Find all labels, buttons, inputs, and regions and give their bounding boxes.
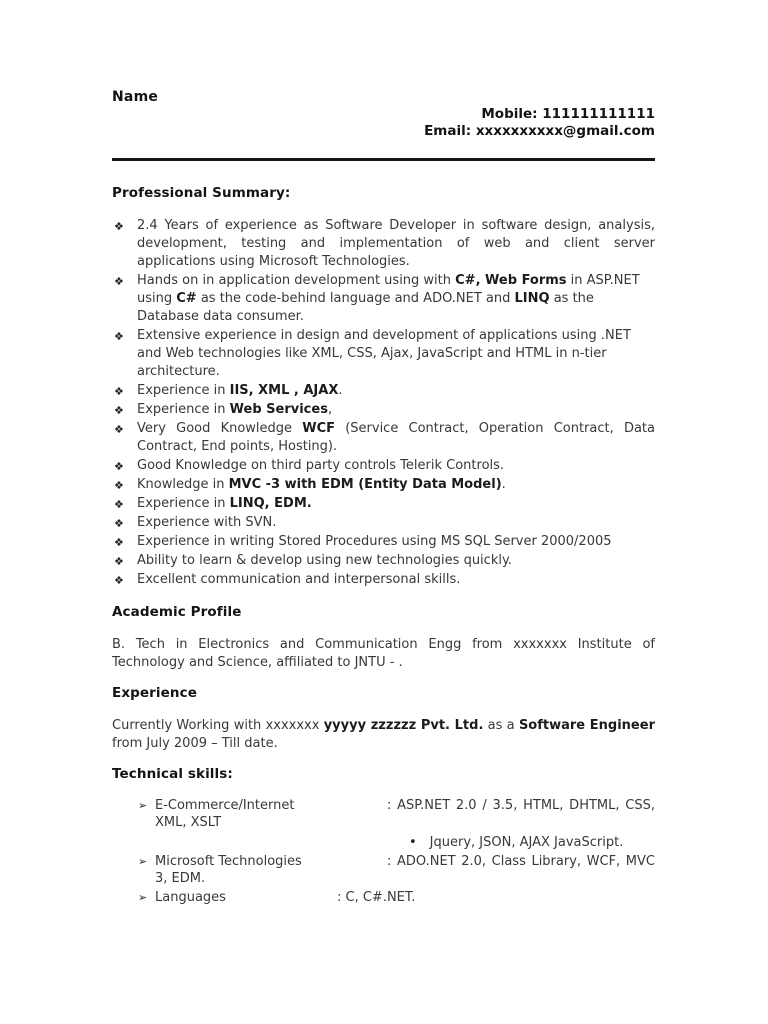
text-run: Extensive experience in design and development of applications using .NET and Web technologies like XML, CSS, Ajax, JavaScript and HTML in n-tier architecture. — [137, 328, 631, 379]
skill-category-label: Microsoft Technologies — [155, 854, 302, 869]
skill-sub-bullet-row — [112, 834, 655, 851]
mobile-label: Mobile: — [481, 106, 538, 122]
summary-item — [112, 327, 655, 381]
skill-row — [112, 889, 655, 906]
text-run: Hands on in application development using with — [137, 273, 456, 288]
text-run: . — [338, 383, 343, 398]
text-run: Experience in writing Stored Procedures using MS SQL Server 2000/2005 — [137, 534, 612, 549]
text-run: as the code-behind language and ADO.NET and — [196, 291, 515, 306]
summary-item-text — [137, 477, 506, 492]
diamond-bullet-icon: ❖ — [114, 555, 124, 568]
summary-item-text — [137, 553, 512, 568]
section-heading-professional-summary: Professional Summary: — [112, 185, 291, 201]
text-run: , — [327, 402, 333, 417]
arrow-bullet-icon: ➢ — [138, 891, 148, 904]
diamond-bullet-icon: ❖ — [114, 517, 124, 530]
summary-item-text — [137, 572, 460, 587]
summary-item — [112, 514, 655, 532]
text-run: as a — [483, 718, 519, 733]
text-run: Good Knowledge on third party controls Telerik Controls. — [137, 458, 505, 473]
skill-category-label: E-Commerce/Internet — [155, 798, 295, 813]
summary-item-text — [137, 328, 631, 379]
summary-item — [112, 457, 655, 475]
summary-item-text — [137, 383, 342, 398]
email-value: xxxxxxxxxx@gmail.com — [475, 123, 655, 139]
skill-value: : C, C#.NET. — [337, 890, 416, 905]
text-run: Ability to learn & develop using new technologies quickly. — [137, 553, 512, 568]
diamond-bullet-icon: ❖ — [114, 479, 124, 492]
summary-item — [112, 495, 655, 513]
bold-text-run: C# — [176, 291, 197, 306]
summary-item-text — [137, 421, 655, 454]
dot-bullet-icon: • — [409, 835, 417, 850]
summary-item-text — [137, 515, 276, 530]
email-line — [112, 123, 655, 140]
section-heading-academic-profile: Academic Profile — [112, 604, 242, 620]
text-run: Very Good Knowledge — [137, 421, 303, 436]
professional-summary-list — [112, 217, 655, 589]
text-run: Experience in — [137, 402, 230, 417]
text-run: Excellent communication and interpersonal skills. — [137, 572, 461, 587]
technical-skills-list — [112, 797, 655, 906]
diamond-bullet-icon: ❖ — [114, 460, 124, 473]
diamond-bullet-icon: ❖ — [114, 404, 124, 417]
summary-item — [112, 571, 655, 589]
bold-text-run: Web Services — [229, 402, 328, 417]
text-run: as the Database data consumer. — [137, 291, 594, 324]
summary-item — [112, 382, 655, 400]
skill-value: : ADO.NET 2.0, Class Library, WCF, MVC 3, EDM. — [155, 854, 655, 886]
section-heading-technical-skills: Technical skills: — [112, 766, 233, 782]
text-run: Currently Working with xxxxxxx — [112, 718, 324, 733]
arrow-bullet-icon: ➢ — [138, 799, 148, 812]
diamond-bullet-icon: ❖ — [114, 423, 124, 436]
text-run: 2.4 Years of experience as Software Developer in software design, analysis, development, testing and implementation of web and client server applications using Microsoft Technologies. — [137, 218, 655, 269]
summary-item-text — [137, 273, 640, 324]
text-run: . — [501, 477, 506, 492]
skill-row — [112, 797, 655, 831]
diamond-bullet-icon: ❖ — [114, 574, 124, 587]
bold-text-run: C#, Web Forms — [455, 273, 567, 288]
candidate-name: Name — [112, 89, 159, 105]
bold-text-run: IIS, XML , AJAX — [229, 383, 339, 398]
summary-item-text — [137, 534, 612, 549]
summary-item-text — [137, 496, 312, 511]
contact-block — [112, 106, 655, 140]
bold-text-run: Software Engineer — [518, 718, 655, 733]
mobile-value: 111111111111 — [542, 106, 655, 122]
summary-item — [112, 552, 655, 570]
bold-text-run: LINQ, EDM. — [229, 496, 312, 511]
text-run: Knowledge in — [137, 477, 229, 492]
summary-item — [112, 533, 655, 551]
bold-text-run: MVC -3 with EDM (Entity Data Model) — [228, 477, 502, 492]
header-divider — [112, 158, 655, 161]
bold-text-run: yyyyy zzzzzz Pvt. Ltd. — [323, 718, 484, 733]
summary-item-text — [137, 402, 332, 417]
bold-text-run: LINQ — [514, 291, 550, 306]
arrow-bullet-icon: ➢ — [138, 855, 148, 868]
summary-item — [112, 217, 655, 271]
skill-category-label: Languages — [155, 890, 226, 905]
text-run: Experience in — [137, 496, 230, 511]
skill-value: : ASP.NET 2.0 / 3.5, HTML, DHTML, CSS, XML, XSLT — [155, 798, 655, 830]
text-run: from July 2009 – Till date. — [112, 736, 278, 751]
diamond-bullet-icon: ❖ — [114, 330, 124, 343]
text-run: in ASP.NET using — [137, 273, 640, 306]
diamond-bullet-icon: ❖ — [114, 385, 124, 398]
skill-sub-bullet-text: Jquery, JSON, AJAX JavaScript. — [429, 835, 624, 850]
diamond-bullet-icon: ❖ — [114, 275, 124, 288]
experience-paragraph — [112, 717, 655, 753]
mobile-line — [112, 106, 655, 123]
summary-item — [112, 272, 655, 326]
bold-text-run: WCF — [302, 421, 335, 436]
email-label: Email: — [424, 123, 472, 139]
text-run: (Service Contract, Operation Contract, Data Contract, End points, Hosting). — [137, 421, 655, 454]
diamond-bullet-icon: ❖ — [114, 536, 124, 549]
academic-paragraph: B. Tech in Electronics and Communication Engg from xxxxxxx Institute of Technology and Science, affiliated to JNTU - . — [112, 637, 655, 670]
diamond-bullet-icon: ❖ — [114, 220, 124, 233]
diamond-bullet-icon: ❖ — [114, 498, 124, 511]
text-run: Experience in — [137, 383, 230, 398]
text-run: Experience with SVN. — [137, 515, 277, 530]
summary-item-text — [137, 458, 504, 473]
skill-row — [112, 853, 655, 887]
summary-item — [112, 476, 655, 494]
summary-item-text — [137, 218, 655, 269]
section-heading-experience: Experience — [112, 685, 197, 701]
summary-item — [112, 420, 655, 456]
summary-item — [112, 401, 655, 419]
